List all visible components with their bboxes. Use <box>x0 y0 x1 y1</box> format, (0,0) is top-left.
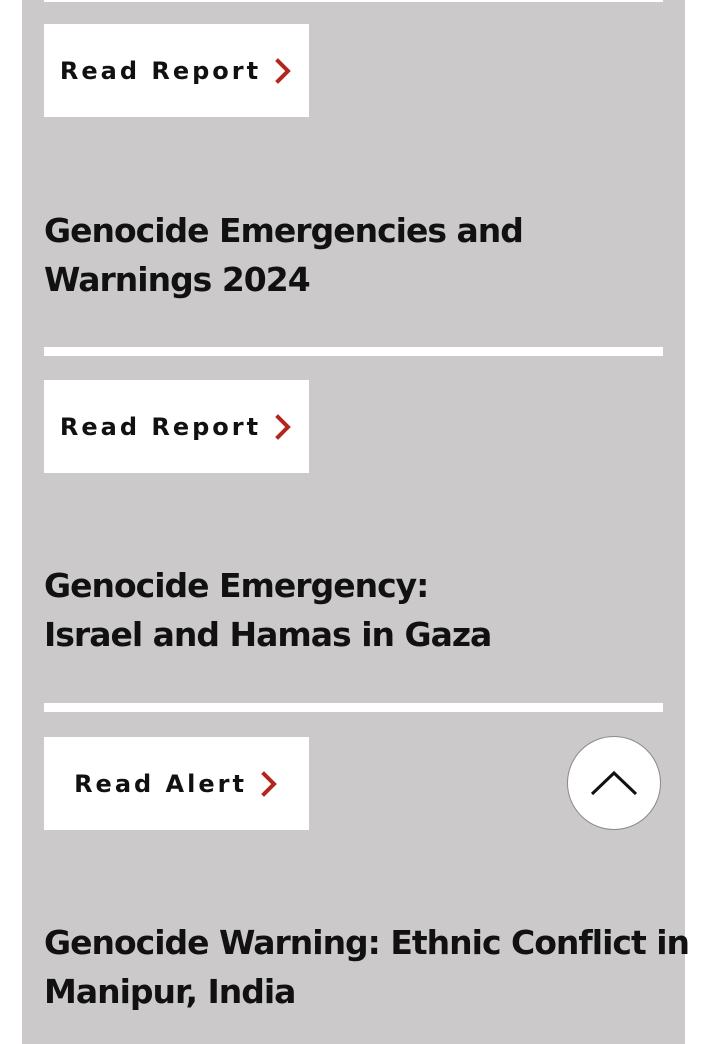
report-title[interactable] <box>44 206 674 304</box>
reports-panel <box>22 0 690 1044</box>
read-report-button[interactable] <box>44 380 309 473</box>
card-divider <box>44 0 663 2</box>
read-report-button-label: Read Report <box>59 412 262 441</box>
read-alert-button[interactable] <box>44 737 309 830</box>
read-report-button[interactable] <box>44 24 309 117</box>
report-title-line: Genocide Emergencies and <box>44 211 523 250</box>
alert-title-line: Genocide Warning: Ethnic Conflict in <box>44 923 690 962</box>
back-to-top-button[interactable] <box>567 736 661 830</box>
read-alert-button-label: Read Alert <box>74 769 247 798</box>
alert-title[interactable] <box>44 918 690 1016</box>
card-divider <box>44 703 663 712</box>
card-divider <box>44 347 663 356</box>
report-title-line: Genocide Emergency: <box>44 566 429 605</box>
report-title-line: Israel and Hamas in Gaza <box>44 615 492 654</box>
chevron-right-icon <box>259 771 279 797</box>
chevron-up-icon <box>589 768 639 798</box>
report-title-line: Warnings 2024 <box>44 260 310 299</box>
alert-title-line: Manipur, India <box>44 972 296 1011</box>
chevron-right-icon <box>273 58 293 84</box>
read-report-button-label: Read Report <box>59 56 262 85</box>
chevron-right-icon <box>273 414 293 440</box>
report-title[interactable] <box>44 561 674 659</box>
